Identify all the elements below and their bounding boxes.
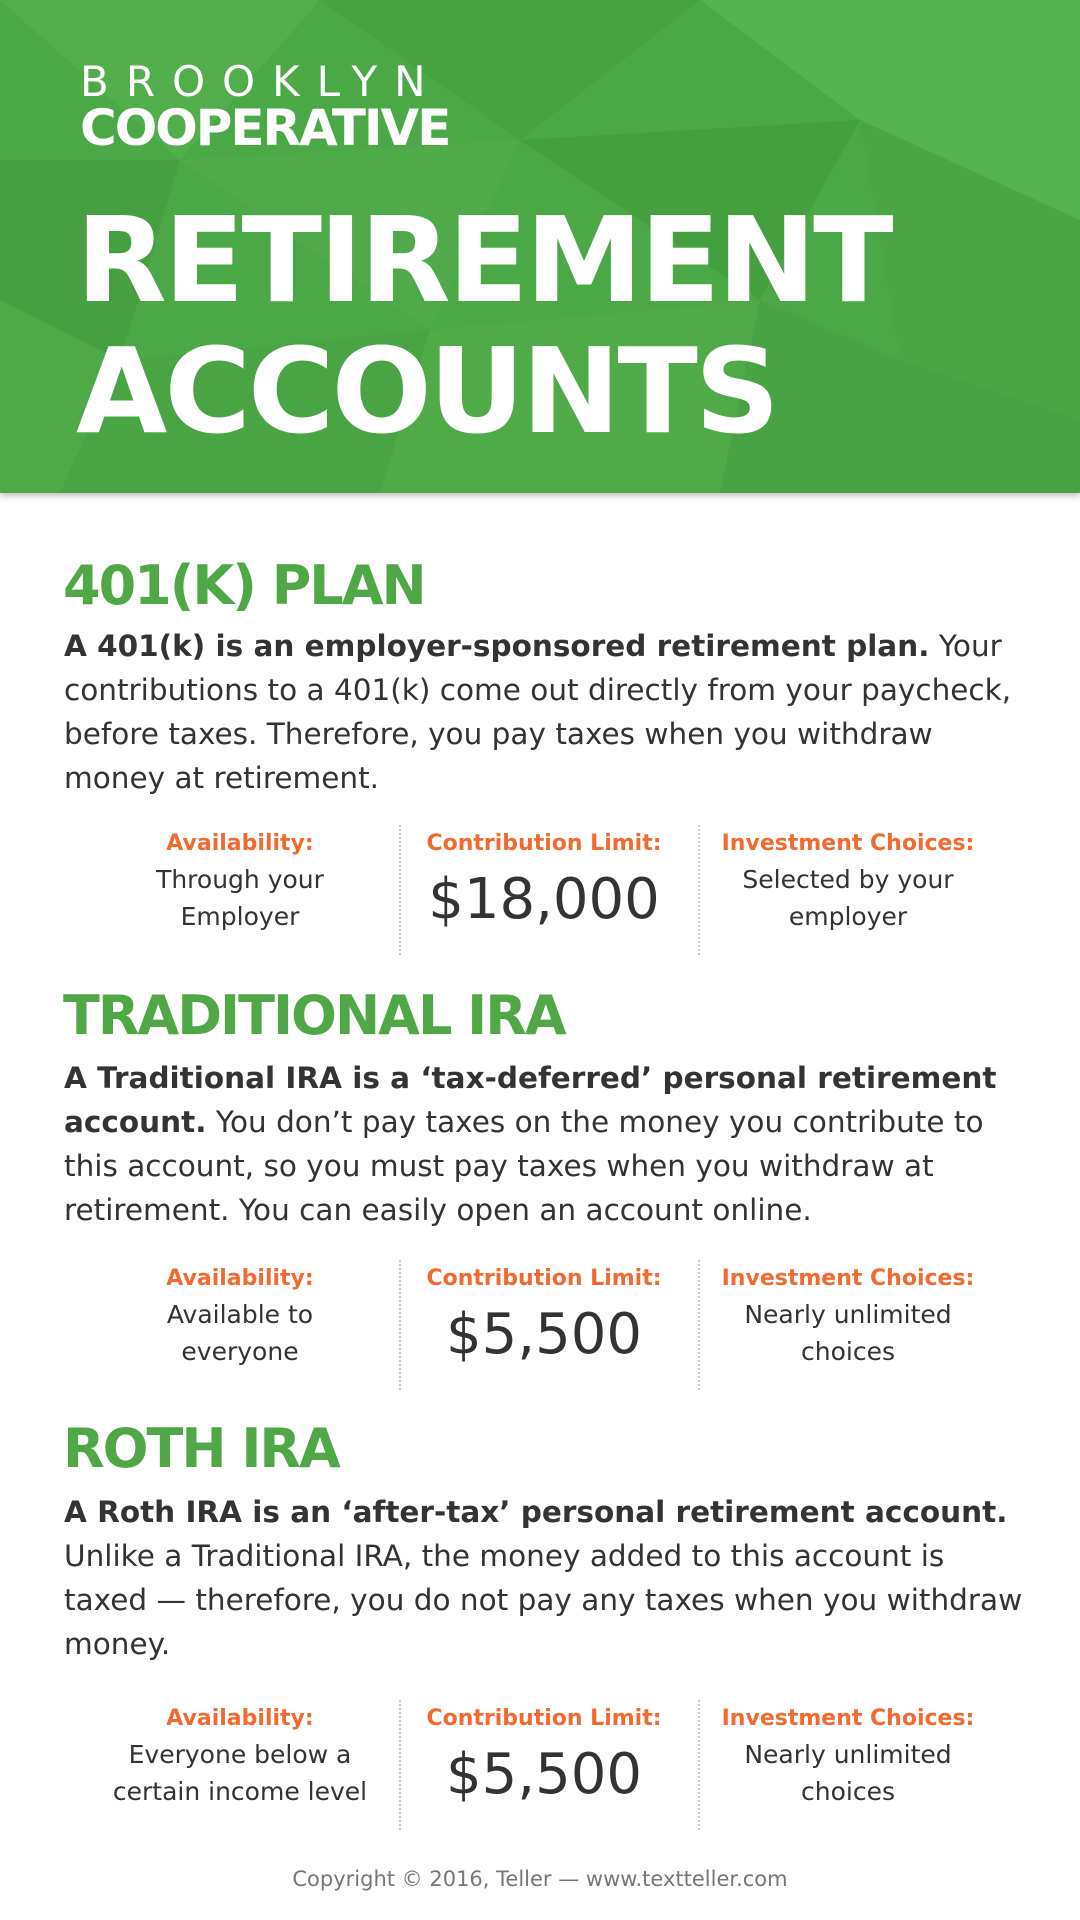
availability-stat bbox=[90, 825, 390, 955]
stats-row-roth-ira bbox=[90, 1700, 990, 1830]
availability-value-line2: everyone bbox=[181, 1337, 299, 1366]
description-lead: A 401(k) is an employer-sponsored retirement plan. bbox=[64, 629, 930, 663]
description-lead: A Roth IRA is an ‘after-tax’ personal retirement account. bbox=[64, 1495, 1008, 1529]
copyright-footer: Copyright © 2016, Teller — www.textteller.com bbox=[292, 1867, 788, 1891]
section-title-traditional-ira: TRADITIONAL IRA bbox=[63, 984, 565, 1047]
availability-stat bbox=[90, 1700, 390, 1830]
header-banner bbox=[0, 0, 1080, 493]
investment-choices-value-line2: choices bbox=[801, 1337, 895, 1366]
contribution-limit-value: $5,500 bbox=[446, 1742, 642, 1807]
contribution-limit-value: $18,000 bbox=[428, 867, 660, 932]
investment-choices-stat bbox=[698, 825, 998, 955]
section-description-roth-ira bbox=[64, 1490, 1024, 1666]
description-body: Unlike a Traditional IRA, the money added to this account is taxed — therefore, you do not pay any taxes when you withdraw money. bbox=[64, 1539, 1023, 1661]
availability-value-line2: certain income level bbox=[112, 1777, 368, 1806]
contribution-limit-label: Contribution Limit: bbox=[426, 1266, 662, 1291]
section-description-401k bbox=[64, 624, 1024, 800]
availability-stat bbox=[90, 1260, 390, 1390]
availability-label: Availability: bbox=[166, 1706, 314, 1731]
investment-choices-stat bbox=[698, 1260, 998, 1390]
brand-name-top: BROOKLYN bbox=[80, 57, 443, 106]
investment-choices-value-line2: employer bbox=[788, 902, 908, 931]
brand-name-bottom: COOPERATIVE bbox=[80, 99, 450, 157]
investment-choices-stat bbox=[698, 1700, 998, 1830]
availability-label: Availability: bbox=[166, 831, 314, 856]
section-description-traditional-ira bbox=[64, 1056, 1024, 1232]
availability-value-line1: Available to bbox=[166, 1300, 314, 1329]
contribution-limit-stat bbox=[400, 1700, 688, 1830]
investment-choices-label: Investment Choices: bbox=[721, 831, 975, 856]
investment-choices-value-line1: Selected by your bbox=[742, 865, 954, 894]
stats-row-traditional-ira bbox=[90, 1260, 990, 1390]
investment-choices-label: Investment Choices: bbox=[721, 1266, 975, 1291]
availability-label: Availability: bbox=[166, 1266, 314, 1291]
description-lead: A Traditional IRA is a ‘tax-deferred’ personal retirement account. bbox=[64, 1061, 997, 1139]
section-title-roth-ira: ROTH IRA bbox=[63, 1417, 339, 1480]
description-body: You don’t pay taxes on the money you contribute to this account, so you must pay taxes when you withdraw at retirement. You can easily open an account online. bbox=[64, 1105, 984, 1227]
investment-choices-value-line1: Nearly unlimited bbox=[744, 1740, 952, 1769]
section-title-401k: 401(K) PLAN bbox=[63, 554, 425, 617]
contribution-limit-label: Contribution Limit: bbox=[426, 1706, 662, 1731]
contribution-limit-label: Contribution Limit: bbox=[426, 831, 662, 856]
description-body: Your contributions to a 401(k) come out directly from your paycheck, before taxes. Therefore, you pay taxes when you withdraw money at retirement. bbox=[64, 629, 1012, 795]
contribution-limit-value: $5,500 bbox=[446, 1302, 642, 1367]
contribution-limit-stat bbox=[400, 825, 688, 955]
investment-choices-label: Investment Choices: bbox=[721, 1706, 975, 1731]
page-title-line2: ACCOUNTS bbox=[76, 322, 777, 460]
investment-choices-value-line1: Nearly unlimited bbox=[744, 1300, 952, 1329]
investment-choices-value-line2: choices bbox=[801, 1777, 895, 1806]
stats-row-401k bbox=[90, 825, 990, 955]
availability-value-line1: Through your bbox=[156, 865, 324, 894]
availability-value-line1: Everyone below a bbox=[128, 1740, 352, 1769]
availability-value-line2: Employer bbox=[180, 902, 300, 931]
contribution-limit-stat bbox=[400, 1260, 688, 1390]
page-title-line1: RETIREMENT bbox=[76, 191, 891, 329]
